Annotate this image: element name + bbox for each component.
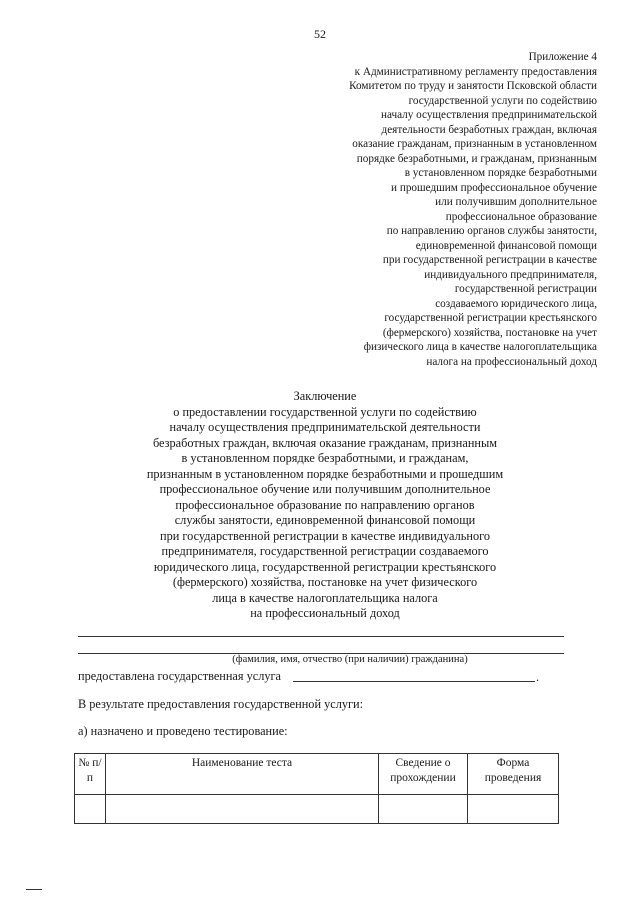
header-completion-info: Сведение о прохождении <box>379 754 468 795</box>
conclusion-line: началу осуществления предпринимательской деятельности <box>169 420 481 434</box>
table-header-row <box>75 754 559 795</box>
appendix-line: и прошедшим профессиональное обучение <box>391 181 597 194</box>
appendix-line: или получившим дополнительное <box>435 196 597 208</box>
appendix-line: деятельности безработных граждан, включая <box>381 123 597 136</box>
conclusion-line: на профессиональный доход <box>250 606 400 620</box>
name-blank-line-1[interactable] <box>78 636 564 637</box>
header-number: № п/п <box>75 754 106 795</box>
table-row <box>75 795 559 824</box>
appendix-line: физического лица в качестве налогоплательщика <box>363 341 597 353</box>
appendix-line: создаваемого юридического лица, <box>435 297 597 310</box>
appendix-line: Приложение 4 <box>528 51 597 63</box>
conclusion-title: Заключение <box>293 389 357 403</box>
appendix-line: к Административному регламенту предоставления <box>354 65 597 78</box>
table-cell[interactable] <box>379 795 468 824</box>
conclusion-line: о предоставлении государственной услуги по содействию <box>173 404 477 419</box>
appendix-line: индивидуального предпринимателя, <box>424 268 597 281</box>
appendix-line: (фермерского) хозяйства, постановке на учет <box>382 326 597 339</box>
conclusion-line: при государственной регистрации в качестве индивидуального <box>160 528 490 543</box>
footnote-separator <box>26 889 42 890</box>
appendix-line: по направлению органов службы занятости, <box>386 225 597 237</box>
appendix-line: государственной регистрации <box>454 283 597 295</box>
conclusion-line: профессиональное обучение или получившим дополнительное <box>159 482 491 496</box>
conclusion-line: безработных граждан, включая оказание гражданам, признанным <box>152 435 498 450</box>
appendix-line: государственной услуги по содействию <box>408 94 597 107</box>
table-cell[interactable] <box>468 795 559 824</box>
conclusion-line: в установленном порядке безработными, и гражданам, <box>181 451 469 465</box>
table-cell[interactable] <box>75 795 106 824</box>
page-number: 52 <box>314 27 326 41</box>
appendix-line: при государственной регистрации в качестве <box>382 254 597 266</box>
conclusion-line: предпринимателя, государственной регистрации создаваемого <box>161 544 489 558</box>
conclusion-block <box>100 389 550 622</box>
header-form: Форма проведения <box>468 754 559 795</box>
conclusion-line: признанным в установленном порядке безработными и прошедшим <box>146 466 504 481</box>
appendix-line: профессиональное образование <box>445 210 597 223</box>
testing-table <box>74 753 559 824</box>
provided-service-end: . <box>536 670 540 684</box>
appendix-line: Комитетом по труду и занятости Псковской области <box>349 80 597 92</box>
name-caption: (фамилия, имя, отчество (при наличии) гражданина) <box>232 654 468 665</box>
table-cell[interactable] <box>106 795 379 824</box>
provided-service-blank[interactable] <box>293 681 535 682</box>
appendix-line: в установленном порядке безработными <box>404 167 597 179</box>
appendix-line: налога на профессиональный доход <box>426 355 597 368</box>
appendix-line: оказание гражданам, признанным в установленном <box>352 138 597 150</box>
appendix-line: государственной регистрации крестьянского <box>384 312 597 324</box>
conclusion-line: (фермерского) хозяйства, постановке на учет физического <box>172 575 478 589</box>
item-a-testing: а) назначено и проведено тестирование: <box>78 724 288 738</box>
conclusion-line: службы занятости, единовременной финансовой помощи <box>174 513 476 527</box>
header-test-name: Наименование теста <box>106 754 379 795</box>
conclusion-line: лица в качестве налогоплательщика налога <box>212 590 438 605</box>
appendix-line: порядке безработными, и гражданам, признанным <box>356 152 597 165</box>
result-text: В результате предоставления государственной услуги: <box>78 697 364 711</box>
conclusion-line: юридического лица, государственной регистрации крестьянского <box>153 559 497 574</box>
appendix-line: началу осуществления предпринимательской <box>380 109 597 121</box>
conclusion-line: профессиональное образование по направлению органов <box>175 497 475 512</box>
appendix-line: единовременной финансовой помощи <box>415 239 597 252</box>
appendix-header <box>267 50 597 369</box>
provided-service-label: предоставлена государственная услуга <box>78 669 282 683</box>
